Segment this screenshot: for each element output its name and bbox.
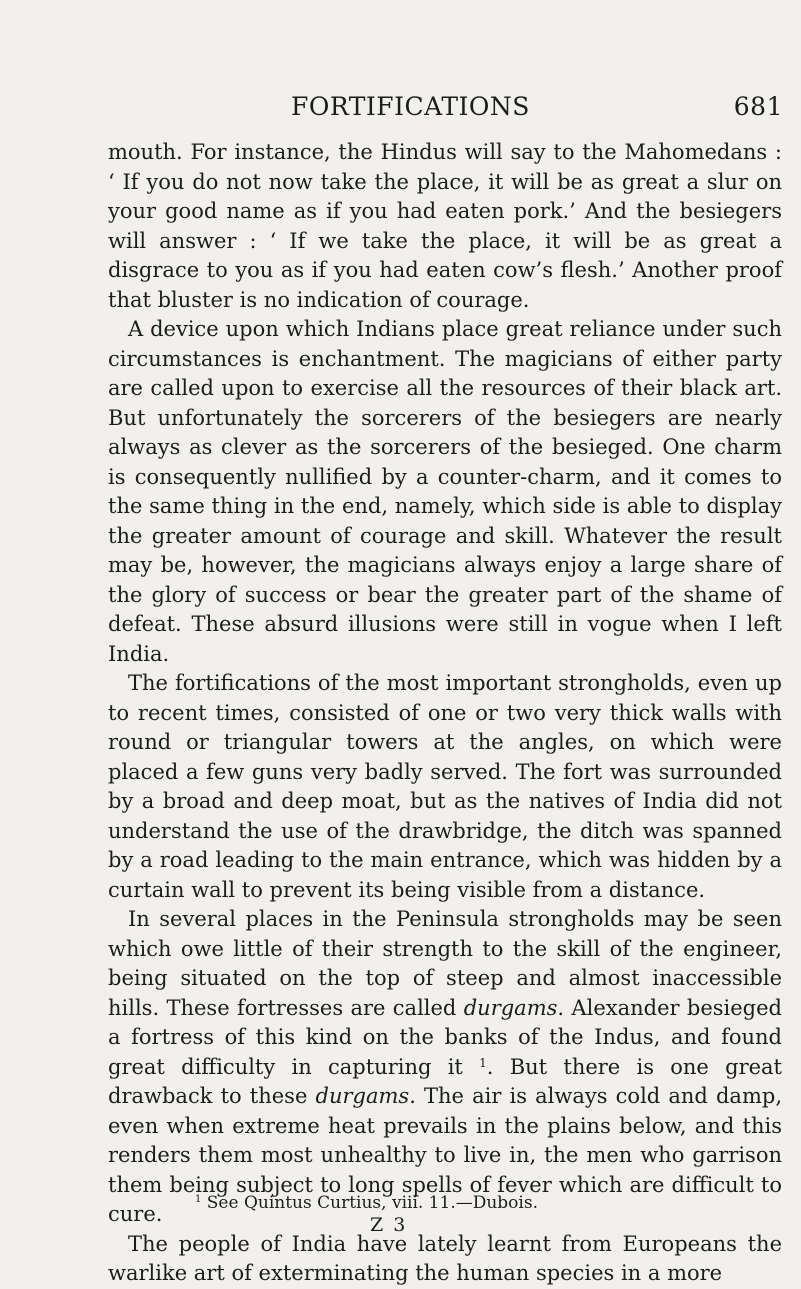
- footnote-marker: 1: [195, 1194, 202, 1205]
- italic-term: durgams: [315, 1084, 410, 1108]
- body-text: [108, 138, 782, 1289]
- paragraph-text: . Alexander besieged a fortress of this kind on the banks of the Indus, and found great difficulty in capturing it: [108, 995, 782, 1079]
- running-title: FORTIFICATIONS: [291, 92, 530, 121]
- running-header: [108, 92, 783, 126]
- page-number: 681: [733, 92, 783, 121]
- footnote-reference: 1: [479, 1055, 487, 1070]
- paragraph: [108, 669, 782, 905]
- paragraph-text: The people of India have lately learnt from Europeans the warlike art of exterminating the human species in a more: [108, 1231, 782, 1285]
- paragraph-text: In several places in the Peninsula strongholds may be seen which owe little of their strength to the skill of the engineer, being situated on the top of steep and almost inaccessible hills. These fortresses are called: [108, 907, 782, 1020]
- paragraph: [108, 138, 782, 315]
- paragraph-text: A device upon which Indians place great reliance under such circumstances is enchantment. The magicians of either party are called upon to exercise all the resources of their black art. But unfortunately the sorcerers of the besiegers are nearly always as clever as the sorcerers of the besieged. One charm is consequently nullified by a counter-charm, and it comes to the same thing in the end, namely, which side is able to display the greater amount of courage and skill. Whatever the result may be, however, the magicians always enjoy a large share of the glory of success or bear the greater part of the shame of defeat. These absurd illusions were still in vogue when I left India.: [108, 317, 782, 666]
- paragraph: [108, 905, 782, 1230]
- paragraph-text: . The air is always cold and damp, even when extreme heat prevails in the plains below, and this renders them most unhealthy to live in, the men who garrison them being subject to long spells of fever which are difficult to cure.: [108, 1084, 782, 1226]
- paragraph: [108, 1230, 782, 1289]
- paragraph-text: . But there is one great drawback to these: [108, 1054, 782, 1108]
- footnote-text: See Quintus Curtius, viii. 11.—Dubois.: [201, 1193, 538, 1213]
- footnote: [195, 1193, 538, 1213]
- paragraph: [108, 315, 782, 669]
- signature-mark: Z 3: [370, 1214, 408, 1236]
- paragraph-text: The fortifications of the most important strongholds, even up to recent times, consisted of one or two very thick walls with round or triangular towers at the angles, on which were placed a few guns very badly served. The fort was surrounded by a broad and deep moat, but as the natives of India did not understand the use of the drawbridge, the ditch was spanned by a road leading to the main entrance, which was hidden by a curtain wall to prevent its being visible from a distance.: [108, 671, 782, 902]
- paragraph-text: mouth. For instance, the Hindus will say to the Mahomedans : ‘ If you do not now take the place, it will be as great a slur on your good name as if you had eaten pork.’ And the besiegers will answer : ‘ If we take the place, it will be as great a disgrace to you as if you had eaten cow’s flesh.’ Another proof that bluster is no indication of courage.: [108, 140, 782, 312]
- italic-term: durgams: [463, 995, 558, 1020]
